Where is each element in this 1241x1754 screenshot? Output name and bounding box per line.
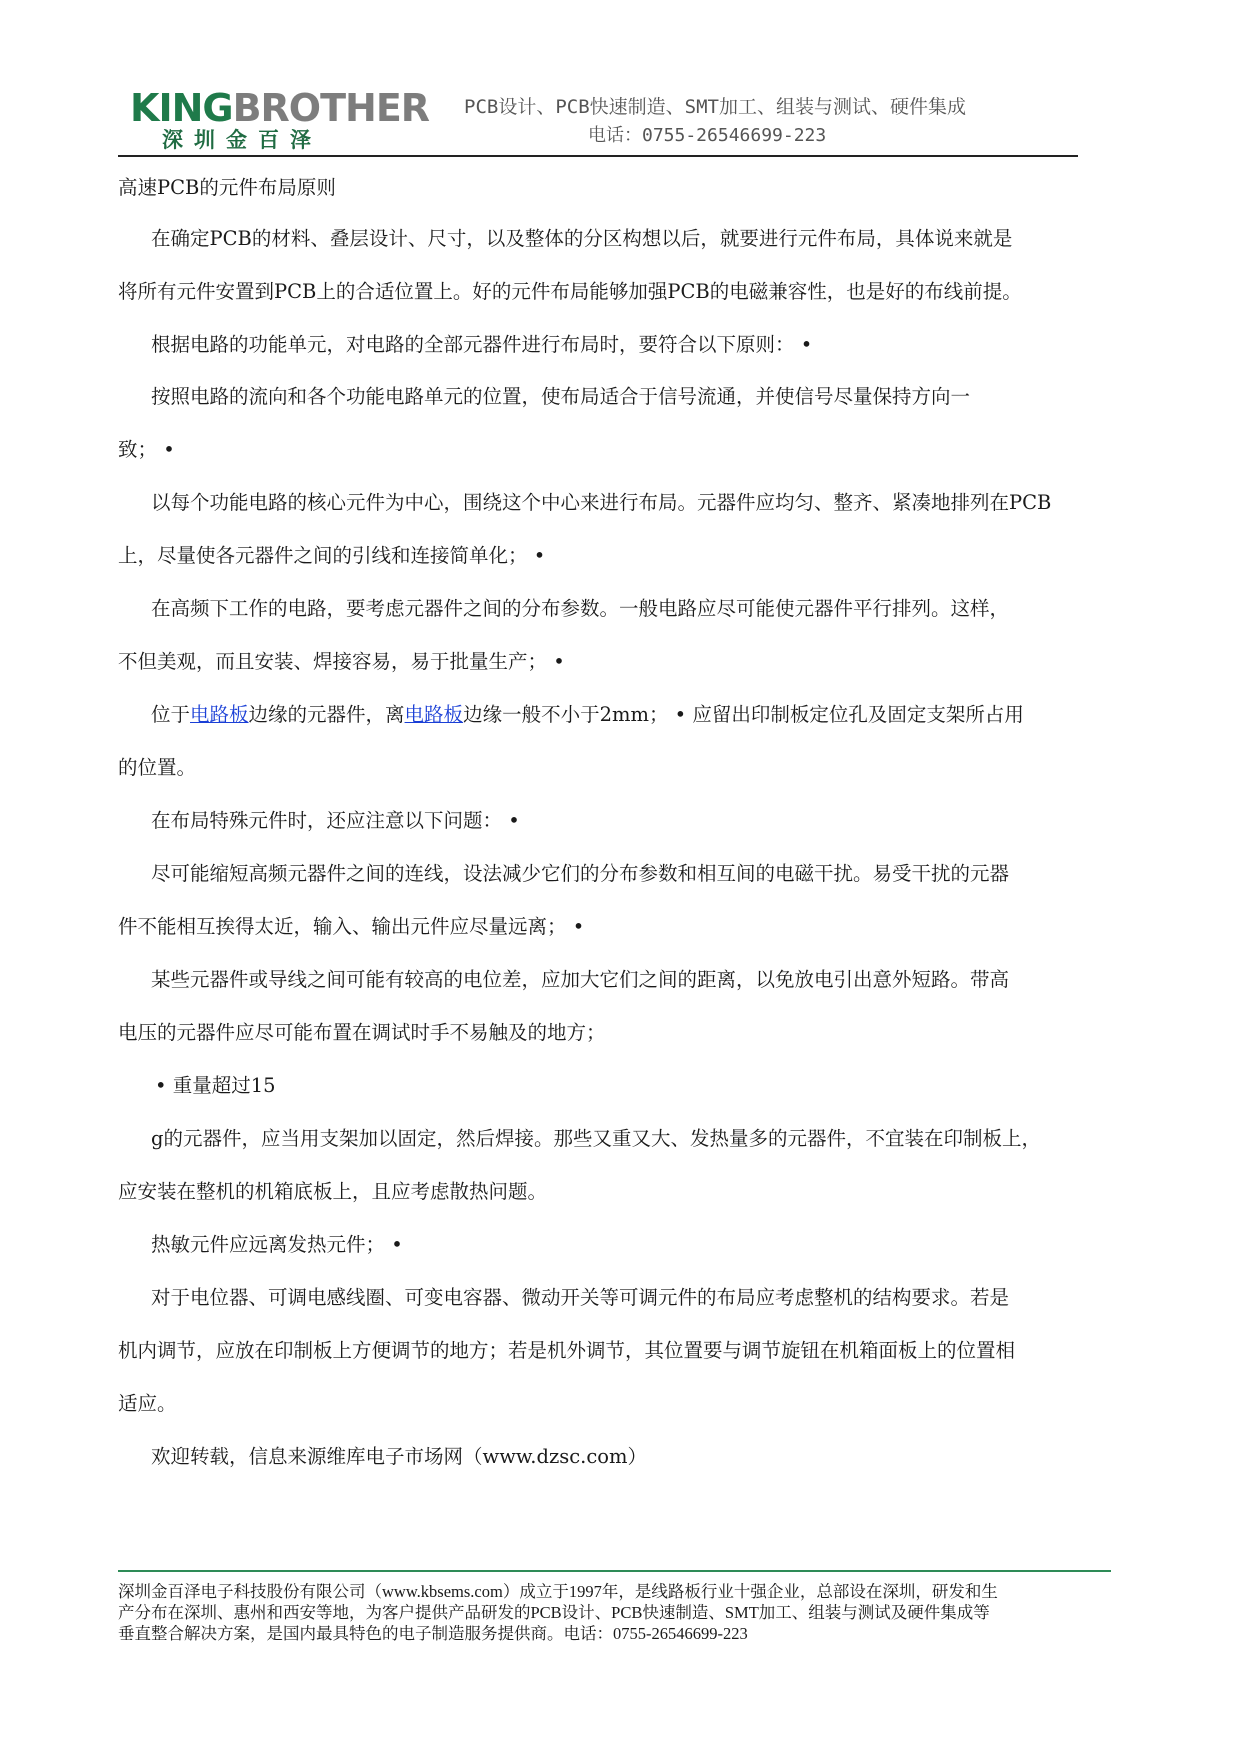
paragraph-line: g的元器件，应当用支架加以固定，然后焊接。那些又重又大、发热量多的元器件，不宜装在印制板上， [151, 1127, 1041, 1150]
paragraph-line: 致； • [118, 438, 175, 461]
header-phone: 电话：0755-26546699-223 [588, 125, 827, 146]
paragraph-line: 应安装在整机的机箱底板上，且应考虑散热问题。 [118, 1180, 548, 1203]
paragraph-line: 适应。 [118, 1392, 177, 1415]
footer-line: 深圳金百泽电子科技股份有限公司（www.kbsems.com）成立于1997年，是线路板行业十强企业，总部设在深圳，研发和生 [118, 1582, 998, 1601]
paragraph-line: 电压的元器件应尽可能布置在调试时手不易触及的地方； [118, 1021, 606, 1044]
paragraph-line: 对于电位器、可调电感线圈、可变电容器、微动开关等可调元件的布局应考虑整机的结构要求。若是 [151, 1286, 1010, 1309]
header-services: PCB设计、PCB快速制造、SMT加工、组装与测试、硬件集成 [464, 96, 966, 118]
paragraph-line: 以每个功能电路的核心元件为中心，围绕这个中心来进行布局。元器件应均匀、整齐、紧凑地排列在PCB [151, 491, 1052, 514]
paragraph-line: 的位置。 [118, 756, 197, 779]
paragraph-line [151, 702, 1024, 728]
logo-word-king: KING [130, 86, 233, 130]
paragraph-line: 欢迎转载，信息来源维库电子市场网（www.dzsc.com） [151, 1445, 647, 1468]
kingbrother-logo [130, 88, 429, 152]
paragraph-line: 根据电路的功能单元，对电路的全部元器件进行布局时，要符合以下原则： • [151, 333, 813, 356]
header-divider [118, 155, 1078, 157]
paragraph-line: 机内调节，应放在印制板上方便调节的地方；若是机外调节，其位置要与调节旋钮在机箱面板上的位置相 [118, 1339, 1016, 1362]
paragraph-line: 在布局特殊元件时，还应注意以下问题： • [151, 809, 520, 832]
circuit-board-link[interactable]: 电路板 [404, 703, 464, 726]
paragraph-line: 上，尽量使各元器件之间的引线和连接简单化； • [118, 544, 546, 567]
paragraph-text: 边缘的元器件，离 [248, 703, 405, 726]
logo-word-brother: BROTHER [232, 86, 430, 130]
paragraph-line: 某些元器件或导线之间可能有较高的电位差，应加大它们之间的距离，以免放电引出意外短路。带高 [151, 968, 1010, 991]
paragraph-line: 热敏元件应远离发热元件； • [151, 1233, 403, 1256]
footer-line: 垂直整合解决方案，是国内最具特色的电子制造服务提供商。电话：0755-26546699-223 [118, 1624, 748, 1643]
footer-divider [118, 1570, 1111, 1572]
paragraph-text: 边缘一般不小于2mm； • 应留出印制板定位孔及固定支架所占用 [463, 703, 1024, 726]
paragraph-line: 件不能相互挨得太近，输入、输出元件应尽量远离； • [118, 915, 585, 938]
paragraph-line: 尽可能缩短高频元器件之间的连线，设法减少它们的分布参数和相互间的电磁干扰。易受干扰的元器 [151, 862, 1010, 885]
page-header [0, 0, 1241, 160]
paragraph-line: 将所有元件安置到PCB上的合适位置上。好的元件布局能够加强PCB的电磁兼容性，也是好的布线前提。 [118, 280, 1022, 303]
paragraph-line: 在确定PCB的材料、叠层设计、尺寸，以及整体的分区构想以后，就要进行元件布局，具体说来就是 [151, 227, 1013, 250]
paragraph-line: 不但美观，而且安装、焊接容易，易于批量生产； • [118, 650, 565, 673]
paragraph-text: 位于 [151, 703, 191, 726]
article-title: 高速PCB的元件布局原则 [118, 176, 336, 199]
logo-wordmark [130, 88, 429, 128]
footer-line: 产分布在深圳、惠州和西安等地，为客户提供产品研发的PCB设计、PCB快速制造、SMT加工、组装与测试及硬件集成等 [118, 1603, 990, 1622]
circuit-board-link[interactable]: 电路板 [190, 703, 249, 726]
paragraph-line: 在高频下工作的电路，要考虑元器件之间的分布参数。一般电路应尽可能使元器件平行排列。这样， [151, 597, 1010, 620]
paragraph-line: 按照电路的流向和各个功能电路单元的位置，使布局适合于信号流通，并使信号尽量保持方向一 [151, 385, 971, 408]
logo-chinese-name: 深圳金百泽 [162, 128, 322, 152]
paragraph-line: • 重量超过15 [155, 1074, 276, 1097]
